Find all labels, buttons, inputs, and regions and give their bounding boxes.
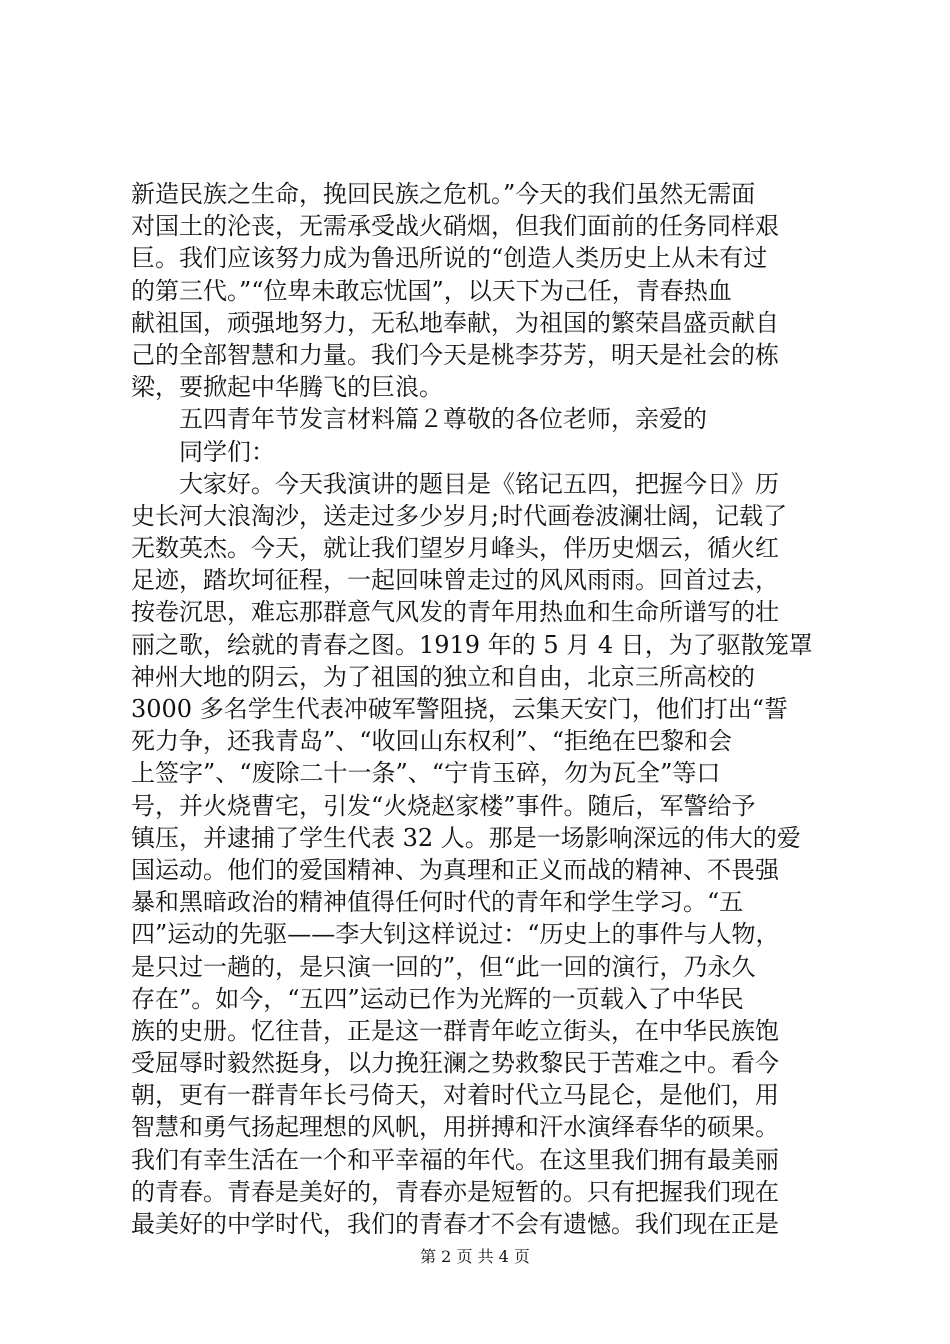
text-line: 献祖国，顽强地努力，无私地奉献，为祖国的繁荣昌盛贡献自: [131, 308, 779, 337]
text-line: 3000 多名学生代表冲破军警阻挠，云集天安门，他们打出“誓: [131, 695, 788, 723]
text-line: 智慧和勇气扬起理想的风帆，用拼搏和汗水演绎春华的硕果。: [131, 1113, 779, 1142]
text-line: 同学们：: [179, 437, 275, 466]
text-line: 的第三代。”“位卑未敢忘忧国”，以天下为己任，青春热血: [131, 276, 732, 305]
text-line: 己的全部智慧和力量。我们今天是桃李芬芳，明天是社会的栋: [131, 340, 779, 369]
text-line: 存在”。如今，“五四”运动已作为光辉的一页载入了中华民: [131, 984, 744, 1013]
text-line: 新造民族之生命，挽回民族之危机。”今天的我们虽然无需面: [131, 180, 756, 208]
text-line: 按卷沉思，难忘那群意气风发的青年用热血和生命所谱写的壮: [131, 598, 779, 627]
text-line: 是只过一趟的，是只演一回的”，但“此一回的演行，乃永久: [131, 952, 756, 981]
text-line: 无数英杰。今天，就让我们望岁月峰头，伴历史烟云，循火红: [131, 534, 779, 563]
text-line: 巨。我们应该努力成为鲁迅所说的“创造人类历史上从未有过: [131, 244, 768, 273]
text-line: 史长河大浪淘沙，送走过多少岁月;时代画卷波澜壮阔，记载了: [131, 501, 788, 530]
text-line: 神州大地的阴云，为了祖国的独立和自由，北京三所高校的: [131, 662, 755, 691]
text-line: 暴和黑暗政治的精神值得任何时代的青年和学生学习。“五: [131, 888, 744, 917]
text-line: 上签字”、“废除二十一条”、“宁肯玉碎，勿为瓦全”等口: [131, 759, 721, 788]
text-line: 丽之歌，绘就的青春之图。1919 年的 5 月 4 日，为了驱散笼罩: [131, 630, 813, 659]
text-line: 我们有幸生活在一个和平幸福的年代。在这里我们拥有最美丽: [131, 1145, 779, 1174]
text-line: 足迹，踏坎坷征程，一起回味曾走过的风风雨雨。回首过去，: [131, 566, 779, 595]
text-line: 大家好。今天我演讲的题目是《铭记五四，把握今日》历: [179, 469, 779, 498]
text-line: 朝，更有一群青年长弓倚天，对着时代立马昆仑，是他们，用: [131, 1081, 779, 1110]
text-line: 梁，要掀起中华腾飞的巨浪。: [131, 373, 443, 402]
text-line: 死力争，还我青岛”、“收回山东权利”、“拒绝在巴黎和会: [131, 727, 733, 756]
page-footer: 第 2 页 共 4 页: [420, 1247, 530, 1266]
text-line: 受屈辱时毅然挺身，以力挽狂澜之势救黎民于苦难之中。看今: [131, 1049, 779, 1078]
text-line: 族的史册。忆往昔，正是这一群青年屹立街头，在中华民族饱: [131, 1016, 779, 1045]
text-line: 五四青年节发言材料篇２尊敬的各位老师，亲爱的: [179, 405, 707, 434]
text-line: 对国土的沦丧，无需承受战火硝烟，但我们面前的任务同样艰: [131, 212, 779, 241]
text-line: 国运动。他们的爱国精神、为真理和正义而战的精神、不畏强: [131, 855, 779, 884]
body-text: [131, 178, 831, 1240]
text-line: 的青春。青春是美好的，青春亦是短暂的。只有把握我们现在: [131, 1177, 779, 1206]
text-line: 最美好的中学时代，我们的青春才不会有遗憾。我们现在正是: [131, 1210, 779, 1238]
text-line: 号，并火烧曹宅，引发“火烧赵家楼”事件。随后，军警给予: [131, 791, 756, 820]
text-line: 镇压，并逮捕了学生代表 32 人。那是一场影响深远的伟大的爱: [131, 823, 801, 852]
text-line: 四”运动的先驱——李大钊这样说过：“历史上的事件与人物，: [131, 920, 780, 949]
